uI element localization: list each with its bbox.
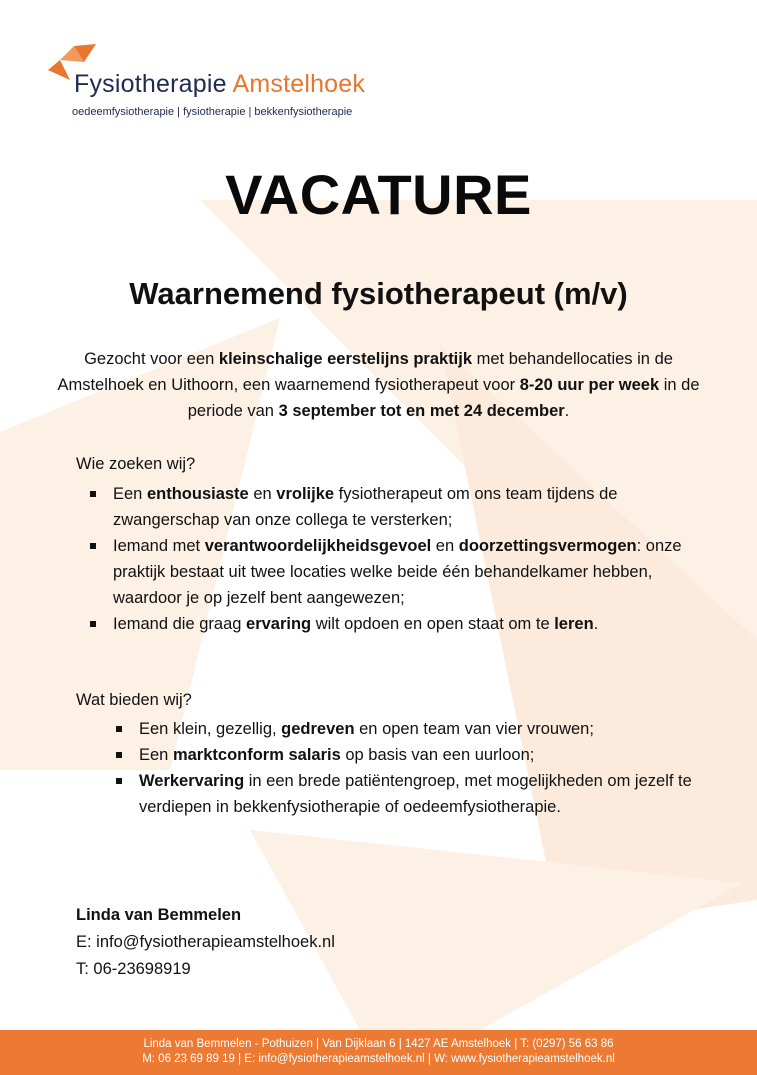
intro-bold: 3 september tot en met 24 december [278, 402, 565, 420]
contact-email: E: info@fysiotherapieamstelhoek.nl [76, 933, 335, 951]
intro-bold: 8-20 uur per week [519, 376, 660, 394]
list-item: Iemand met verantwoordelijkheidsgevoel en doorzettingsvermogen: onze praktijk bestaat uit twee locaties welke beide één behandelkamer hebben, waardoor je op jezelf bent aangewezen; [86, 533, 706, 611]
contact-name: Linda van Bemmelen [76, 906, 242, 924]
list-item: Een klein, gezellig, gedreven en open team van vier vrouwen; [112, 716, 712, 742]
list-item: Een marktconform salaris op basis van een uurloon; [112, 742, 712, 768]
brand-name-part1: Fysiotherapie [74, 70, 227, 98]
brand-name-part2: Amstelhoek [232, 70, 366, 98]
section-label-wie: Wie zoeken wij? [76, 455, 196, 473]
intro-text: Gezocht voor een [84, 350, 219, 368]
list-item: Werkervaring in een brede patiëntengroep, met mogelijkheden om jezelf te verdiepen in bekkenfysiotherapie of oedeemfysiotherapie. [112, 768, 712, 820]
intro-text: in de periode van [187, 376, 700, 420]
section-label-wat: Wat bieden wij? [76, 691, 192, 709]
brand-tagline: oedeemfysiotherapie | fysiotherapie | bekkenfysiotherapie [72, 106, 353, 118]
brand-name [74, 70, 365, 99]
page-title: VACATURE [225, 163, 532, 226]
intro-bold: kleinschalige eerstelijns praktijk [218, 350, 473, 368]
wie-list [86, 481, 706, 637]
list-item: Een enthousiaste en vrolijke fysiotherapeut om ons team tijdens de zwangerschap van onze collega te versterken; [86, 481, 706, 533]
contact-block [76, 902, 335, 983]
footer-line-1: Linda van Bemmelen - Pothuizen | Van Dijklaan 6 | 1427 AE Amstelhoek | T: (0297) 56 63 86 [143, 1038, 614, 1050]
list-item: Iemand die graag ervaring wilt opdoen en open staat om te leren. [86, 611, 706, 637]
brand-logo [44, 40, 384, 125]
footer-bar [0, 1030, 757, 1075]
intro-text: met behandellocaties in de Amstelhoek en Uithoorn, een waarnemend fysiotherapeut voor [57, 350, 673, 394]
wat-list [112, 716, 712, 820]
job-title: Waarnemend fysiotherapeut (m/v) [129, 276, 628, 311]
footer-line-2: M: 06 23 69 89 19 | E: info@fysiotherapieamstelhoek.nl | W: www.fysiotherapieamstelhoek.nl [142, 1053, 615, 1065]
contact-phone: T: 06-23698919 [76, 960, 191, 978]
intro-paragraph [40, 346, 717, 424]
intro-text: . [564, 402, 570, 420]
